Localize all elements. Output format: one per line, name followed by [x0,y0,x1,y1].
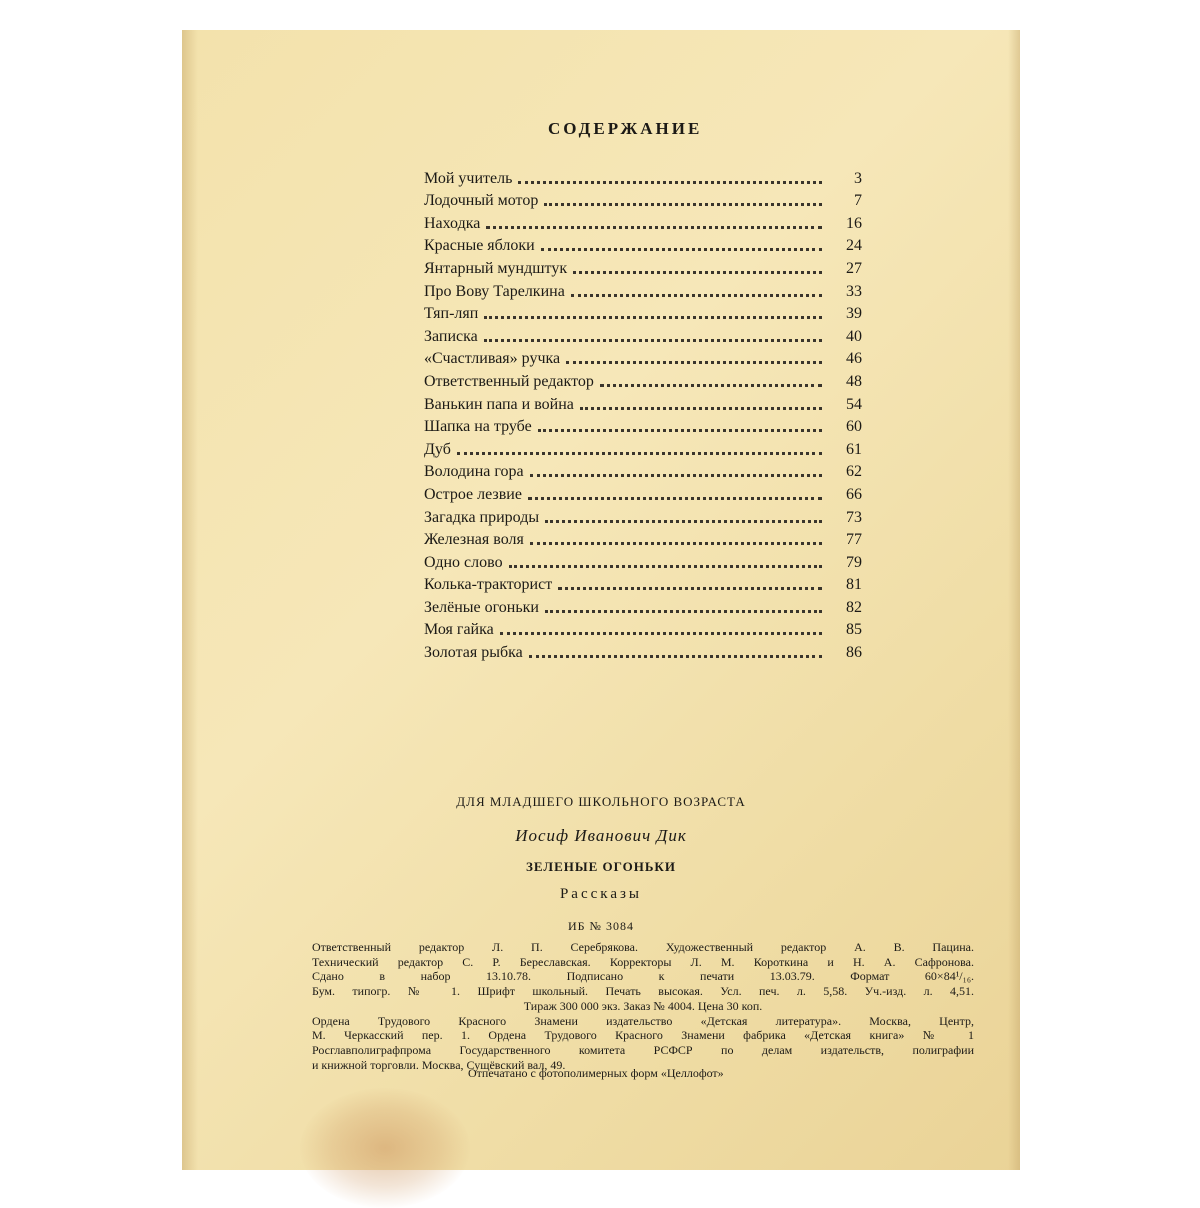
book-title: ЗЕЛЕНЫЕ ОГОНЬКИ [526,859,676,874]
imprint-line: Тираж 300 000 экз. Заказ № 4004. Цена 30 коп. [523,998,763,1013]
toc-entry-title: Дуб [424,440,451,458]
dot-leader [528,497,822,500]
toc-entry-title: Про Вову Тарелкина [424,282,565,300]
toc-entry [424,594,862,617]
toc-entry-page: 48 [846,372,862,390]
toc-entry-title: Красные яблоки [424,237,535,255]
toc-entry [424,255,862,278]
toc-entry-title: Острое лезвие [424,485,522,503]
water-stain [300,1088,470,1208]
toc-entry-page: 66 [846,485,862,503]
toc-entry [424,233,862,256]
imprint-line: Бум. типогр. № 1. Шрифт школьный. Печать высокая. Усл. печ. л. 5,58. Уч.-изд. л. 4,51. [312,984,974,999]
dot-leader [486,226,822,229]
toc-entry-page: 61 [846,440,862,458]
dot-leader [529,655,822,658]
toc-entry [424,527,862,550]
dot-leader [573,271,822,274]
toc-entry [424,210,862,233]
toc-entry-page: 86 [846,644,862,662]
dot-leader [484,339,822,342]
dot-leader [457,452,822,455]
dot-leader [600,384,822,387]
toc-entry-title: Ванькин папа и война [424,395,574,413]
toc-entry-page: 39 [846,305,862,323]
toc-entry-page: 16 [846,214,862,232]
toc-entry-page: 27 [846,259,862,277]
toc-entry [424,459,862,482]
imprint-block [312,940,974,1072]
dot-leader [538,429,822,432]
dot-leader [544,203,822,206]
imprint-line: Технический редактор С. Р. Береславская. Корректоры Л. М. Короткина и Н. А. Сафронова. [312,954,974,969]
toc-entry-page: 24 [846,237,862,255]
toc-entry-title: Золотая рыбка [424,644,523,662]
toc-entry-title: Тяп-ляп [424,305,479,323]
printed-note: Отпечатано с фотополимерных форм «Целлофот» [468,1066,724,1080]
toc-entry [424,436,862,459]
toc-entry-page: 85 [846,621,862,639]
dot-leader [509,565,822,568]
toc-entry-page: 54 [846,395,862,413]
toc-entry-title: Зелёные огоньки [424,598,539,616]
toc-entry-title: Находка [424,214,481,232]
toc-entry-page: 46 [846,350,862,368]
toc-entry [424,572,862,595]
toc-entry-page: 82 [846,598,862,616]
toc-entry-title: Володина гора [424,463,524,481]
imprint-line: Ответственный редактор Л. П. Серебрякова. Художественный редактор А. В. Пацина. [312,940,974,954]
table-of-contents [424,165,862,662]
imprint-line: Ордена Трудового Красного Знамени издательство «Детская литература». Москва, Центр, [312,1013,974,1028]
toc-entry [424,391,862,414]
toc-entry [424,368,862,391]
book-genre: Рассказы [559,886,643,902]
dot-leader [518,181,822,184]
toc-entry [424,414,862,437]
dot-leader [571,294,822,297]
dot-leader [530,542,822,545]
toc-entry [424,278,862,301]
toc-entry-title: Моя гайка [424,621,494,639]
toc-entry-title: «Счастливая» ручка [424,350,561,368]
dot-leader [500,632,822,635]
toc-entry-title: Ответственный редактор [424,372,594,390]
ib-number: ИБ № 3084 [567,919,634,933]
toc-entry-title: Записка [424,327,478,345]
toc-entry-title: Янтарный мундштук [424,259,568,277]
toc-entry-title: Шапка на трубе [424,418,532,436]
toc-entry [424,165,862,188]
toc-entry-page: 3 [854,169,862,187]
toc-entry-page: 81 [846,576,862,594]
toc-entry-title: Колька-тракторист [424,576,553,594]
toc-entry [424,481,862,504]
dot-leader [530,474,822,477]
toc-entry [424,549,862,572]
toc-entry [424,504,862,527]
imprint-line: и книжной торговли. Москва, Сущёвский вал, 49. [312,1057,566,1072]
toc-entry [424,188,862,211]
toc-entry-title: Загадка природы [424,508,540,526]
toc-entry [424,346,862,369]
imprint-line: М. Черкасский пер. 1. Ордена Трудового Красного Знамени фабрика «Детская книга» № 1 [312,1028,974,1043]
dot-leader [580,407,822,410]
toc-heading: СОДЕРЖАНИЕ [548,119,703,138]
toc-entry [424,639,862,662]
dot-leader [541,248,822,251]
toc-entry-page: 79 [846,553,862,571]
dot-leader [484,316,822,319]
toc-entry [424,323,862,346]
toc-entry-page: 60 [846,418,862,436]
toc-entry-title: Железная воля [424,531,524,549]
dot-leader [545,610,822,613]
toc-entry-page: 77 [846,531,862,549]
imprint-line: Росглавполиграфпрома Государственного комитета РСФСР по делам издательств, полиграфии [312,1042,974,1057]
toc-entry-page: 62 [846,463,862,481]
toc-entry-title: Одно слово [424,553,503,571]
toc-entry-title: Мой учитель [424,169,513,187]
dot-leader [566,361,822,364]
imprint-line: Сдано в набор 13.10.78. Подписано к печати 13.03.79. Формат 60×84¹/₁₆. [312,969,974,984]
toc-entry-page: 73 [846,508,862,526]
author-name: Иосиф Иванович Дик [515,826,687,845]
toc-entry-page: 33 [846,282,862,300]
toc-entry [424,301,862,324]
toc-entry [424,617,862,640]
toc-entry-title: Лодочный мотор [424,192,539,210]
dot-leader [545,520,822,523]
toc-entry-page: 7 [854,192,862,210]
dot-leader [558,587,822,590]
toc-entry-page: 40 [846,327,862,345]
age-group: ДЛЯ МЛАДШЕГО ШКОЛЬНОГО ВОЗРАСТА [456,794,746,809]
